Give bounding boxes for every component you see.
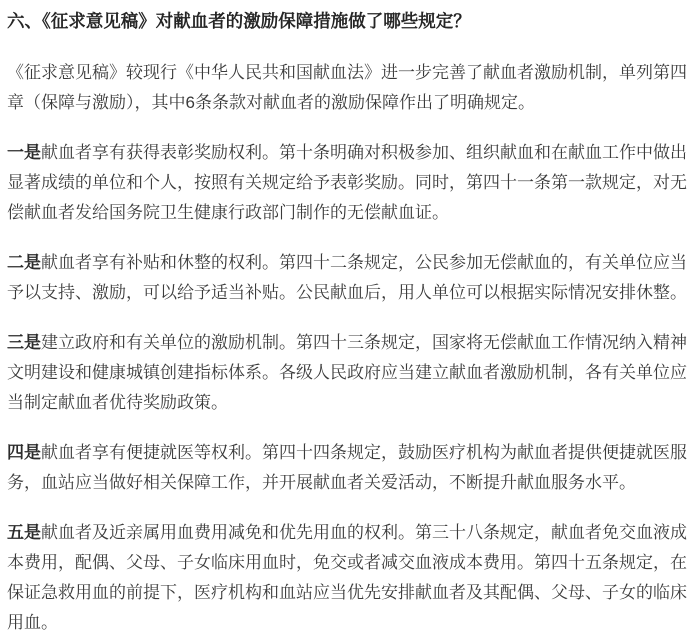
paragraph-text: 《征求意见稿》较现行《中华人民共和国献血法》进一步完善了献血者激励机制，单列第四章（保障与激励），其中6条条款对献血者的激励保障作出了明确规定。 (7, 63, 687, 112)
paragraph-lead: 四是 (7, 443, 41, 462)
paragraph-point-1 (7, 138, 687, 228)
document-title: 六、《征求意见稿》对献血者的激励保障措施做了哪些规定？ (7, 11, 471, 31)
paragraph-point-2 (7, 248, 687, 308)
paragraph-text: 献血者享有获得表彰奖励权利。第十条明确对积极参加、组织献血和在献血工作中做出显著成绩的单位和个人，按照有关规定给予表彰奖励。同时，第四十一条第一款规定，对无偿献血者发给国务院卫生健康行政部门制作的无偿献血证。 (7, 143, 687, 222)
paragraph-intro (7, 58, 687, 118)
paragraph-text: 献血者及近亲属用血费用减免和优先用血的权利。第三十八条规定，献血者免交血液成本费用，配偶、父母、子女临床用血时，免交或者减交血液成本费用。第四十五条规定，在保证急救用血的前提下，医疗机构和血站应当优先安排献血者及其配偶、父母、子女的临床用血。 (7, 523, 687, 632)
paragraph-text: 建立政府和有关单位的激励机制。第四十三条规定，国家将无偿献血工作情况纳入精神文明建设和健康城镇创建指标体系。各级人民政府应当建立献血者激励机制，各有关单位应当制定献血者优待奖励政策。 (7, 333, 687, 412)
paragraph-point-5 (7, 518, 687, 638)
paragraph-lead: 二是 (7, 253, 41, 272)
paragraph-lead: 一是 (7, 143, 41, 162)
paragraph-text: 献血者享有补贴和休整的权利。第四十二条规定，公民参加无偿献血的，有关单位应当予以支持、激励，可以给予适当补贴。公民献血后，用人单位可以根据实际情况安排休整。 (7, 253, 687, 302)
paragraph-point-4 (7, 438, 687, 498)
paragraph-lead: 三是 (7, 333, 41, 352)
paragraph-text: 献血者享有便捷就医等权利。第四十四条规定，鼓励医疗机构为献血者提供便捷就医服务，血站应当做好相关保障工作，并开展献血者关爱活动，不断提升献血服务水平。 (7, 443, 687, 492)
paragraph-lead: 五是 (7, 523, 41, 542)
paragraph-point-3 (7, 328, 687, 418)
